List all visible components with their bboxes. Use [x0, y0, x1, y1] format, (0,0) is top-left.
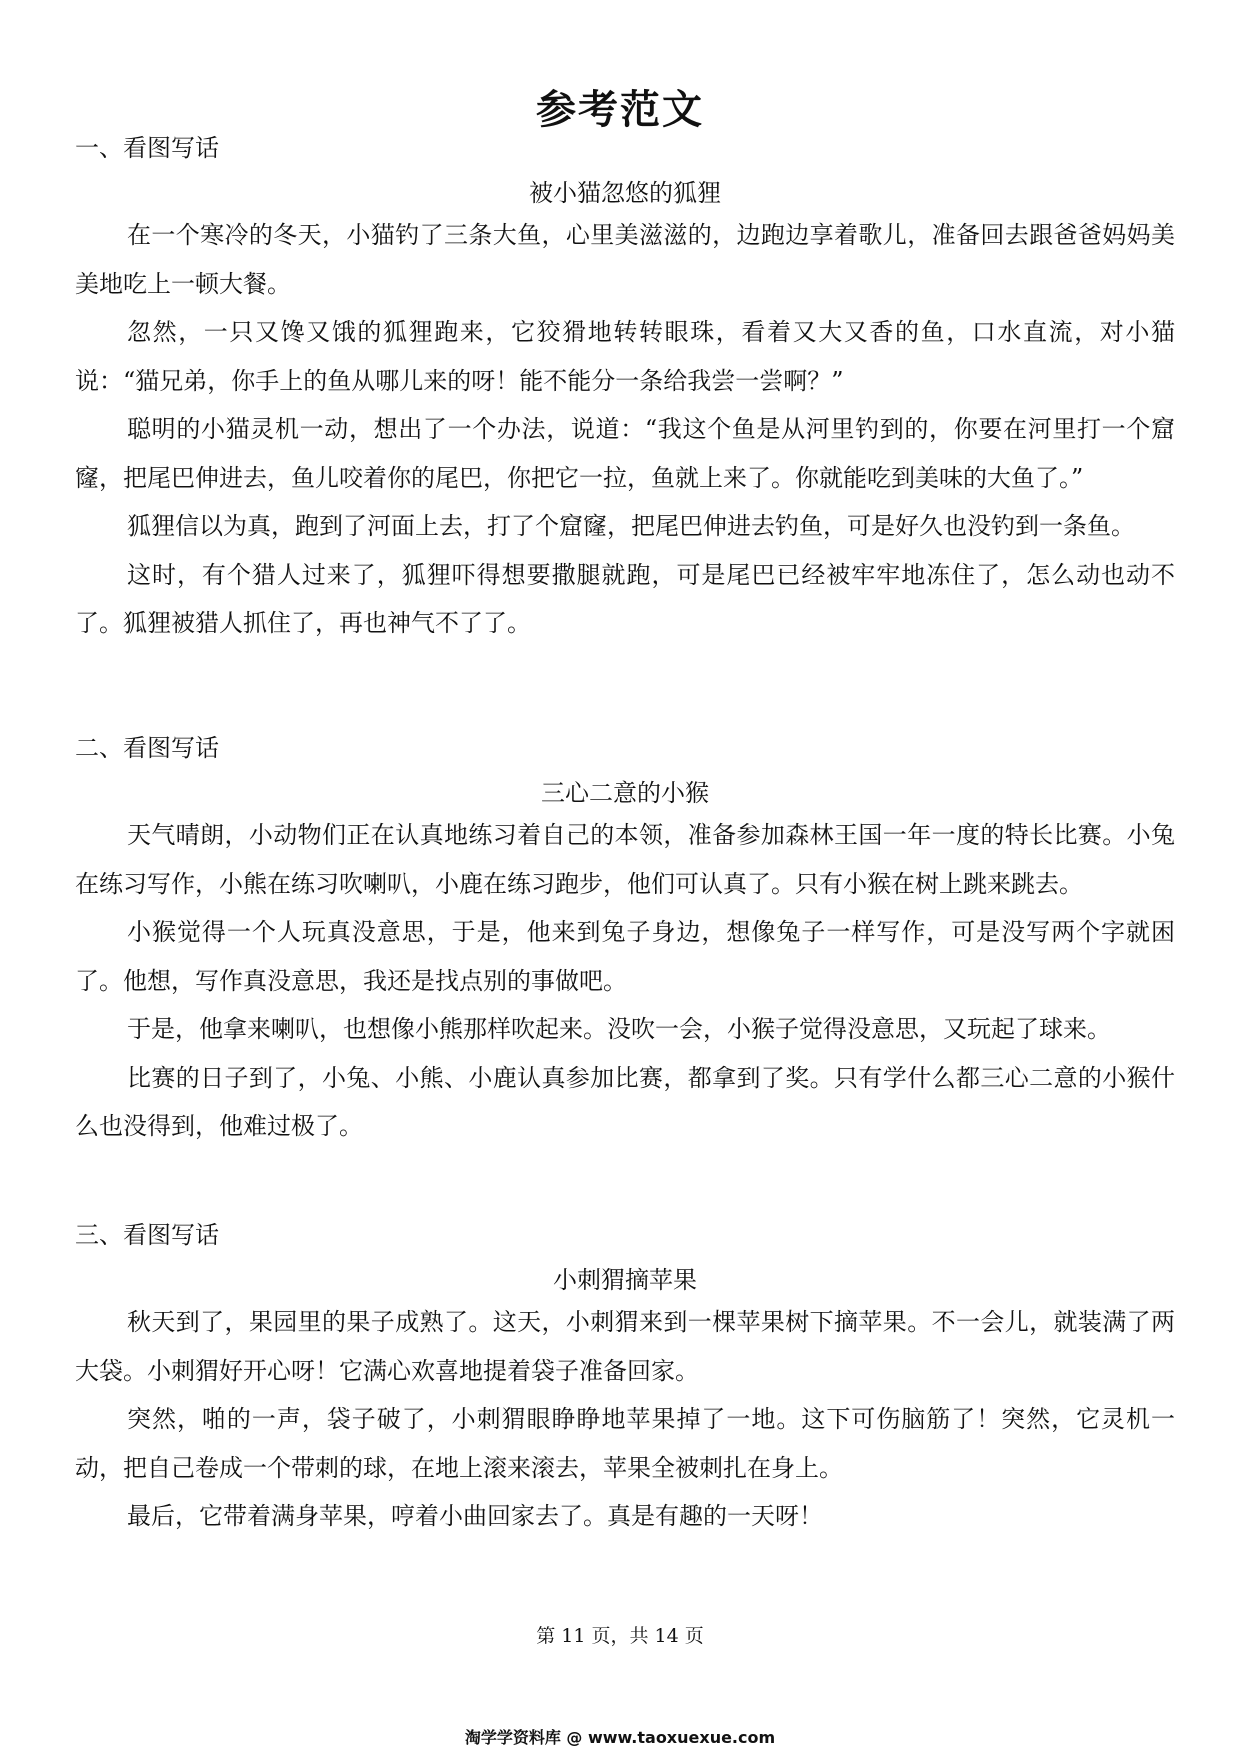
paragraph: 于是，他拿来喇叭，也想像小熊那样吹起来。没吹一会，小猴子觉得没意思，又玩起了球来。 — [127, 1015, 1111, 1043]
story-title: 被小猫忽悠的狐狸 — [529, 179, 721, 207]
story-title: 小刺猬摘苹果 — [553, 1266, 697, 1294]
paragraph: 忽然，一只又馋又饿的狐狸跑来，它狡猾地转转眼珠，看着又大又香的鱼，口水直流，对小猫说：“猫兄弟，你手上的鱼从哪儿来的呀！能不能分一条给我尝一尝啊？” — [75, 318, 1175, 395]
section-1 — [75, 133, 1175, 648]
section-3 — [75, 1220, 1175, 1541]
story-title: 三心二意的小猴 — [541, 779, 709, 807]
page-number: 第 11 页，共 14 页 — [536, 1625, 704, 1647]
section-2 — [75, 733, 1175, 1151]
section-heading: 三、看图写话 — [75, 1221, 219, 1249]
page-title: 参考范文 — [536, 86, 704, 133]
paragraph: 狐狸信以为真，跑到了河面上去，打了个窟窿，把尾巴伸进去钓鱼，可是好久也没钓到一条鱼。 — [127, 512, 1135, 540]
paragraph: 比赛的日子到了，小兔、小熊、小鹿认真参加比赛，都拿到了奖。只有学什么都三心二意的小猴什么也没得到，他难过极了。 — [75, 1063, 1175, 1140]
watermark: 淘学学资料库 @ www.taoxuexue.com — [464, 1728, 776, 1747]
paragraph: 突然，啪的一声，袋子破了，小刺猬眼睁睁地苹果掉了一地。这下可伤脑筋了！突然，它灵机一动，把自己卷成一个带刺的球，在地上滚来滚去，苹果全被刺扎在身上。 — [75, 1405, 1175, 1482]
paragraph: 最后，它带着满身苹果，哼着小曲回家去了。真是有趣的一天呀！ — [127, 1502, 823, 1530]
paragraph: 天气晴朗，小动物们正在认真地练习着自己的本领，准备参加森林王国一年一度的特长比赛。小兔在练习写作，小熊在练习吹喇叭，小鹿在练习跑步，他们可认真了。只有小猴在树上跳来跳去。 — [75, 821, 1175, 898]
paragraph: 这时，有个猎人过来了，狐狸吓得想要撒腿就跑，可是尾巴已经被牢牢地冻住了，怎么动也动不了。狐狸被猎人抓住了，再也神气不了了。 — [75, 560, 1175, 637]
paragraph: 聪明的小猫灵机一动，想出了一个办法，说道：“我这个鱼是从河里钓到的，你要在河里打一个窟窿，把尾巴伸进去，鱼儿咬着你的尾巴，你把它一拉，鱼就上来了。你就能吃到美味的大鱼了。” — [75, 415, 1175, 492]
section-heading: 二、看图写话 — [75, 734, 219, 762]
paragraph: 秋天到了，果园里的果子成熟了。这天，小刺猬来到一棵苹果树下摘苹果。不一会儿，就装满了两大袋。小刺猬好开心呀！它满心欢喜地提着袋子准备回家。 — [75, 1308, 1175, 1385]
paragraph: 在一个寒冷的冬天，小猫钓了三条大鱼，心里美滋滋的，边跑边享着歌儿，准备回去跟爸爸妈妈美美地吃上一顿大餐。 — [75, 221, 1175, 298]
section-heading: 一、看图写话 — [75, 134, 219, 162]
paragraph: 小猴觉得一个人玩真没意思，于是，他来到兔子身边，想像兔子一样写作，可是没写两个字就困了。他想，写作真没意思，我还是找点别的事做吧。 — [75, 918, 1175, 995]
